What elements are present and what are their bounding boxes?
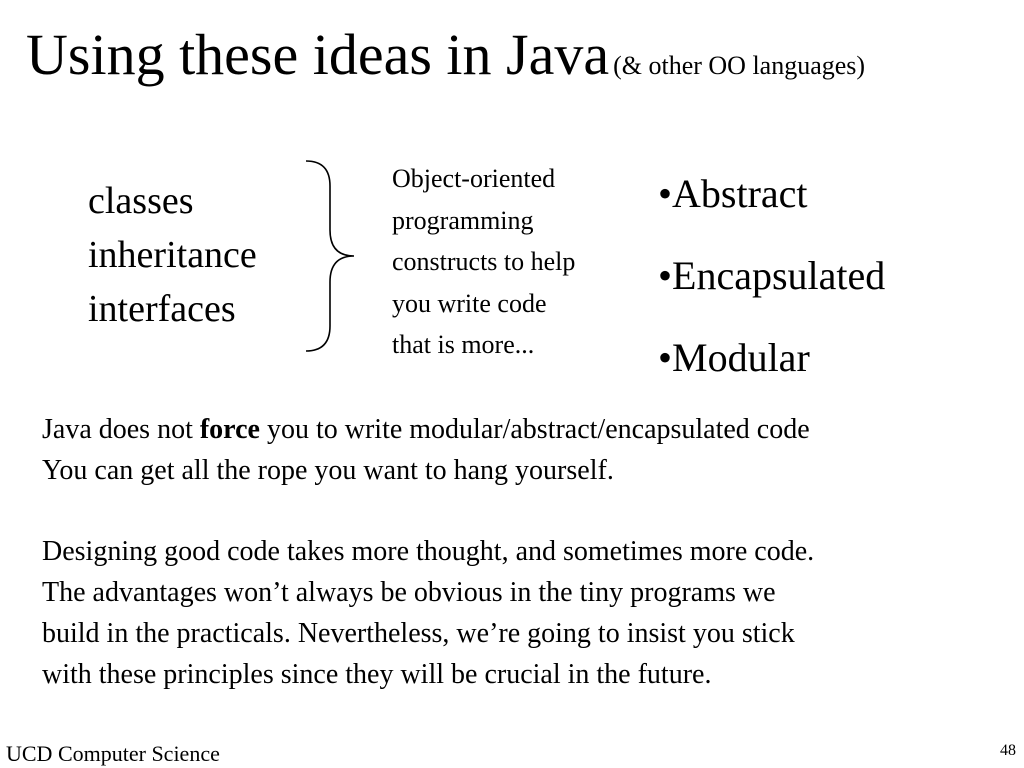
slide-title-subtitle: (& other OO languages) (613, 51, 866, 80)
paragraph-java-force (42, 409, 810, 491)
paragraph-good-design (42, 531, 814, 695)
concept-item: classes (88, 180, 194, 222)
concept-list (88, 174, 257, 336)
slide-title (26, 22, 866, 87)
slide-number: 48 (1000, 742, 1016, 759)
description-line: constructs to help (392, 247, 576, 276)
description-line: Object-oriented (392, 164, 556, 193)
footer-institution: UCD Computer Science (6, 741, 220, 766)
concept-item: interfaces (88, 288, 236, 330)
description-line: you write code (392, 288, 547, 318)
emphasis-force: force (199, 414, 260, 445)
paragraph-line: The advantages won’t always be obvious in the tiny programs we (42, 577, 776, 608)
text-span: Java does not (42, 414, 200, 445)
text-span: you to write modular/abstract/encapsulated code (259, 414, 810, 445)
quality-bullet: •Modular (658, 335, 810, 380)
description-line: that is more... (392, 330, 535, 359)
description-line: programming (392, 205, 534, 235)
paragraph-line: Designing good code takes more thought, and sometimes more code. (42, 536, 815, 567)
oop-description (392, 158, 575, 366)
concept-item: inheritance (88, 234, 257, 276)
curly-brace-icon (300, 158, 364, 354)
quality-bullet-list (658, 153, 885, 399)
quality-bullet: •Abstract (658, 171, 808, 216)
paragraph-line: build in the practicals. Nevertheless, we’re going to insist you stick (42, 618, 795, 649)
paragraph-line: with these principles since they will be crucial in the future. (42, 659, 712, 690)
quality-bullet: •Encapsulated (658, 253, 886, 298)
paragraph-line: You can get all the rope you want to hang yourself. (42, 455, 614, 486)
slide-title-main: Using these ideas in Java (26, 22, 610, 87)
paragraph-line (42, 409, 810, 450)
